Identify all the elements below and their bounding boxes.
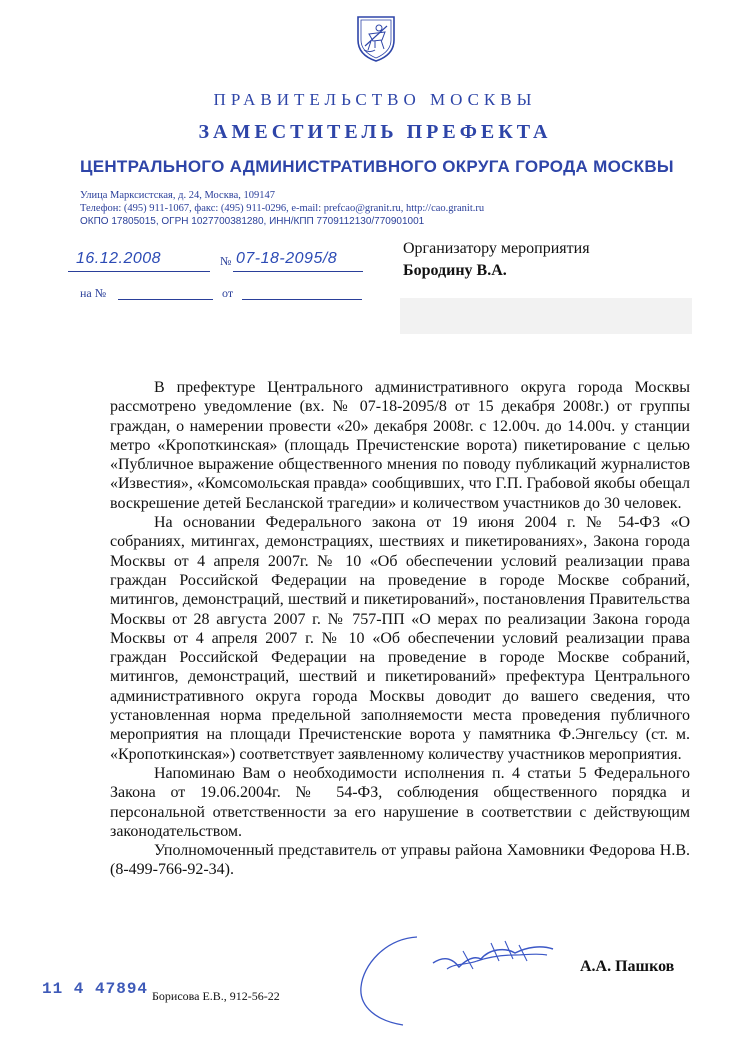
- registration-date: 16.12.2008: [76, 250, 162, 267]
- government-title: ПРАВИТЕЛЬСТВО МОСКВЫ: [213, 90, 537, 109]
- signer-name: А.А. Пашков: [580, 958, 675, 975]
- body-paragraph: В префектуре Центрального административного округа города Москвы рассмотрено уведомление (вх. № 07-18-2095/8 от 15 декабря 2008г.) от группы граждан, о намерении провести «20» декабря 2008г. с 12.00ч. до 14.00ч. у станции метро «Кропоткинская» (площадь Пречистенские ворота) пикетирование с целью «Публичное выражение общественного мнения по поводу публикаций журналистов «Известия», «Комсомольская правда» сообщивших, что Г.П. Грабовой якобы обещал воскрешение детей Бесланской трагедии» и количеством участников до 30 человек.: [110, 379, 690, 512]
- reference-line: [80, 286, 370, 302]
- letter-body: [110, 378, 690, 880]
- reference-from-label: от: [222, 286, 234, 300]
- registration-number-label: №: [220, 254, 232, 268]
- body-paragraph: Напоминаю Вам о необходимости исполнения п. 4 статьи 5 Федерального Закона от 19.06.2004г. № 54-ФЗ, соблюдения общественного порядка и персональной ответственности за его нарушение в соответствии с действующим законодательством.: [110, 764, 690, 840]
- header-phone: Телефон: (495) 911-1067, факс: (495) 911-0296, e-mail: prefcao@granit.ru, http://cao.granit.ru: [80, 203, 485, 214]
- reference-number-label: на №: [80, 286, 107, 300]
- body-paragraph: На основании Федерального закона от 19 июня 2004 г. № 54-ФЗ «О собраниях, митингах, демонстрациях, шествиях и пикетированиях», Закона города Москвы от 4 апреля 2007г. № 10 «Об обеспечении условий реализации права граждан Российской Федерации на проведение в городе Москве собраний, митингов, демонстраций, шествий и пикетирований», постановления Правительства Москвы от 28 августа 2007 г. № 757-ПП «О мерах по реализации Закона города Москвы от 4 апреля 2007 г. № 10 «Об обеспечении условий реализации права граждан Российской Федерации на проведение в городе Москве собраний, митингов, демонстраций, шествий и пикетирований» префектура Центрального административного округа города Москвы доводит до вашего сведения, что установленная норма предельной заполняемости места проведения публичного мероприятия на площади Пречистенские ворота у памятника Ф.Энгельсу (ст. м. «Кропоткинская») соответствует заявленному количеству участников мероприятия.: [110, 514, 690, 763]
- handwritten-signature: [355, 925, 575, 1030]
- executor-contact: Борисова Е.В., 912-56-22: [152, 989, 280, 1003]
- district-title: ЦЕНТРАЛЬНОГО АДМИНИСТРАТИВНОГО ОКРУГА ГОРОДА МОСКВЫ: [80, 157, 674, 176]
- registration-number: 07-18-2095/8: [236, 250, 338, 267]
- moscow-coat-of-arms-icon: [355, 14, 397, 62]
- addressee-name: Бородину В.А.: [403, 262, 507, 279]
- registration-line: [68, 252, 363, 272]
- deputy-prefect-title: ЗАМЕСТИТЕЛЬ ПРЕФЕКТА: [198, 121, 552, 143]
- body-paragraph: Уполномоченный представитель от управы района Хамовники Федорова Н.В. (8-499-766-92-34).: [110, 842, 690, 879]
- header-codes: ОКПО 17805015, ОГРН 1027700381280, ИНН/КПП 7709112130/770901001: [80, 216, 425, 227]
- addressee-role: Организатору мероприятия: [403, 240, 590, 257]
- redacted-block: [400, 298, 692, 334]
- header-address: Улица Марксистская, д. 24, Москва, 109147: [80, 190, 276, 201]
- registry-stamp-number: 11 4 47894: [42, 980, 149, 998]
